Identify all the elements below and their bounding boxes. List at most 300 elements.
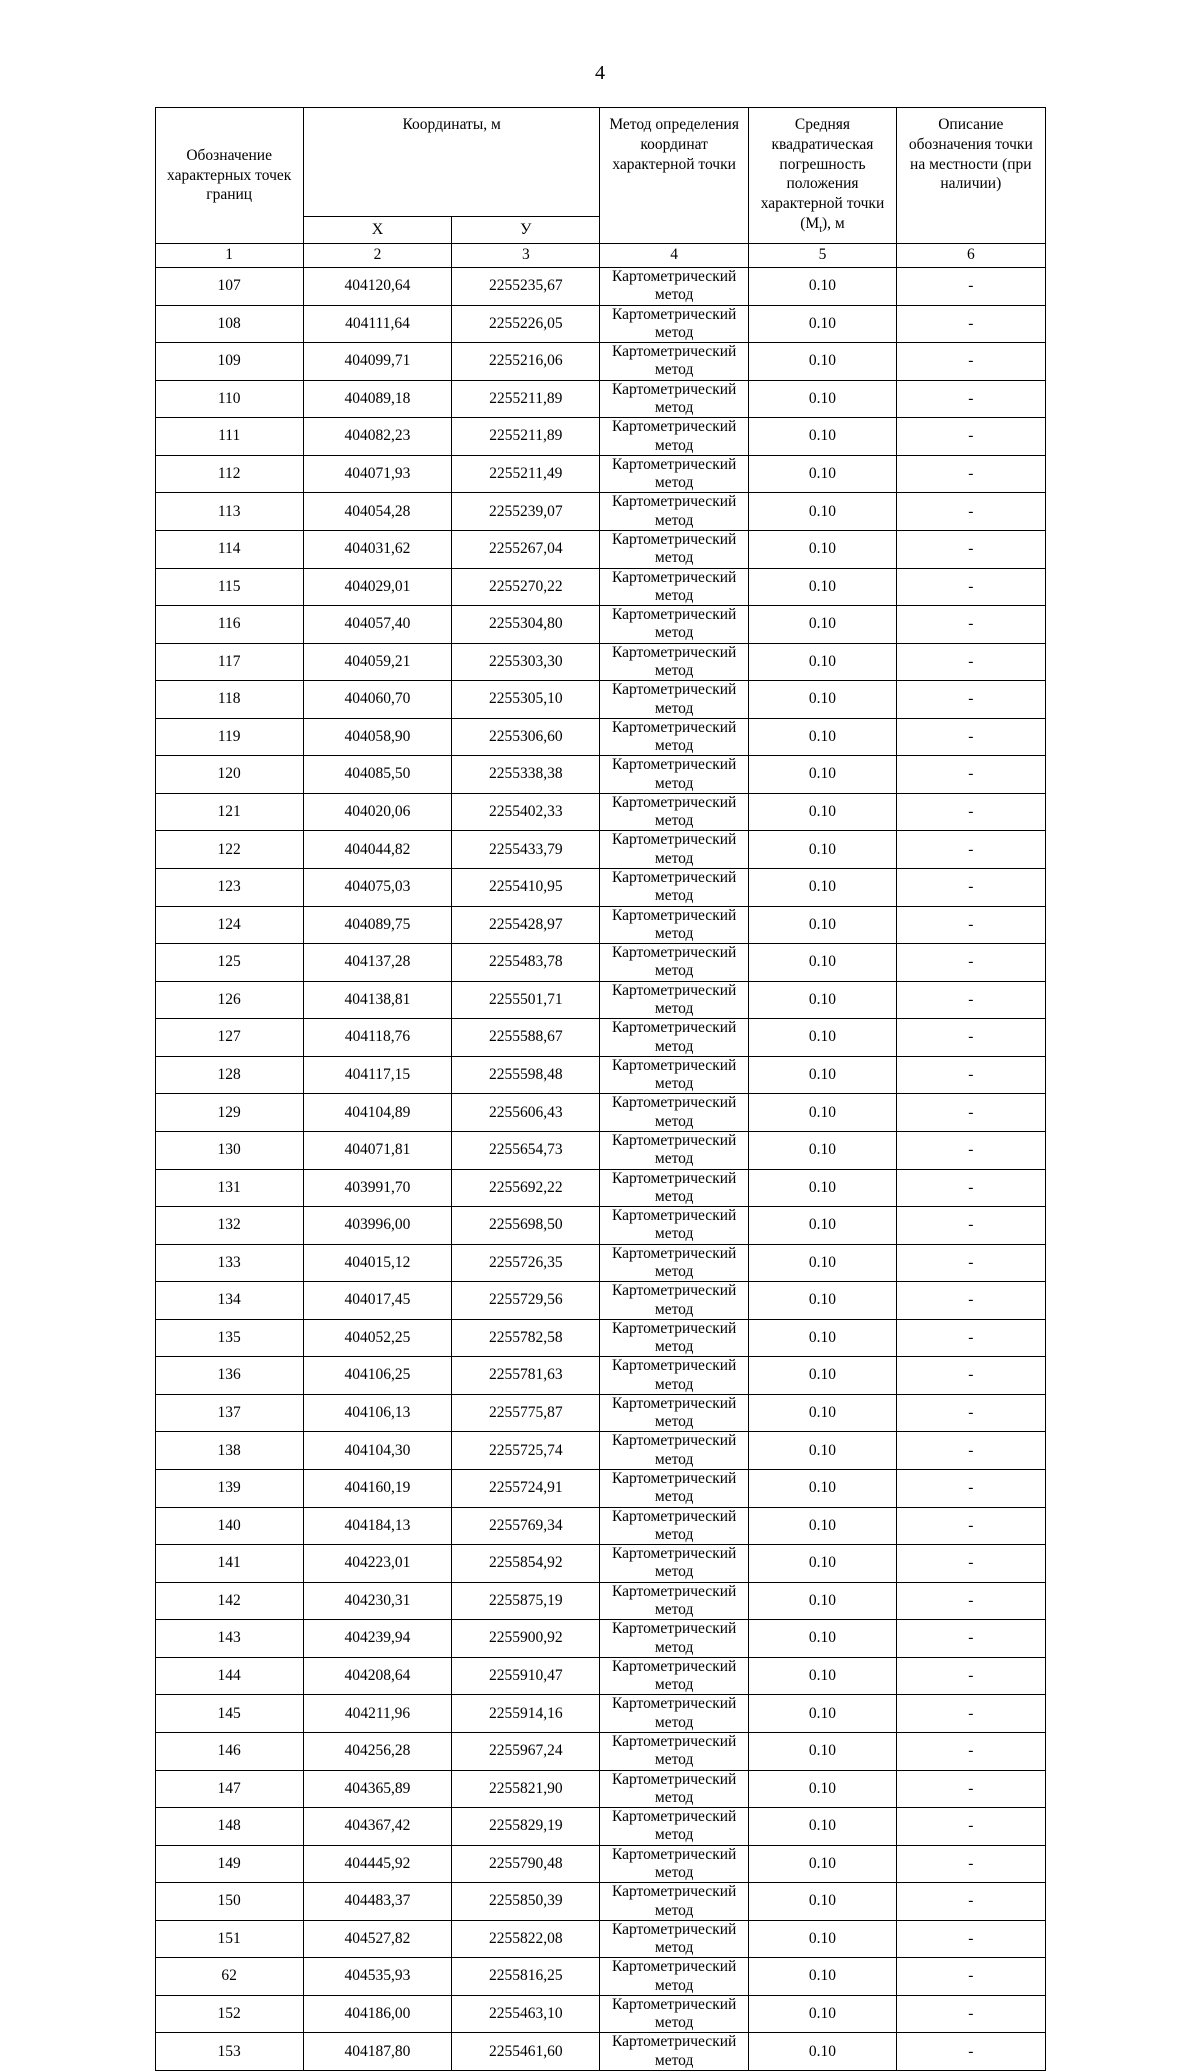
table-row — [155, 1695, 1045, 1733]
cell-method: Картометрический метод — [600, 718, 748, 756]
table-row — [155, 1056, 1045, 1094]
table-row — [155, 1470, 1045, 1508]
table-row — [155, 1507, 1045, 1545]
table-row — [155, 831, 1045, 869]
column-number-1: 1 — [155, 244, 303, 268]
table-row — [155, 1920, 1045, 1958]
coordinates-table-wrapper — [155, 107, 1046, 2071]
cell-point-number: 62 — [155, 1958, 303, 1996]
cell-point-number: 151 — [155, 1920, 303, 1958]
table-row — [155, 643, 1045, 681]
cell-coordinate-x: 404085,50 — [303, 756, 451, 794]
cell-coordinate-x: 404111,64 — [303, 305, 451, 343]
table-row — [155, 343, 1045, 381]
cell-coordinate-y: 2255306,60 — [452, 718, 600, 756]
cell-point-number: 113 — [155, 493, 303, 531]
cell-mt: 0.10 — [748, 1507, 896, 1545]
cell-mt: 0.10 — [748, 1056, 896, 1094]
cell-mt: 0.10 — [748, 1094, 896, 1132]
cell-mt: 0.10 — [748, 756, 896, 794]
cell-coordinate-x: 403996,00 — [303, 1207, 451, 1245]
cell-point-number: 148 — [155, 1808, 303, 1846]
cell-mt: 0.10 — [748, 1207, 896, 1245]
cell-coordinate-x: 404089,18 — [303, 380, 451, 418]
cell-method: Картометрический метод — [600, 681, 748, 719]
table-row — [155, 718, 1045, 756]
cell-description: - — [897, 1394, 1045, 1432]
cell-description: - — [897, 906, 1045, 944]
cell-coordinate-y: 2255338,38 — [452, 756, 600, 794]
cell-method: Картометрический метод — [600, 981, 748, 1019]
cell-description: - — [897, 606, 1045, 644]
cell-mt: 0.10 — [748, 681, 896, 719]
cell-point-number: 110 — [155, 380, 303, 418]
cell-method: Картометрический метод — [600, 380, 748, 418]
cell-method: Картометрический метод — [600, 1357, 748, 1395]
cell-method: Картометрический метод — [600, 1056, 748, 1094]
cell-description: - — [897, 493, 1045, 531]
cell-coordinate-x: 404089,75 — [303, 906, 451, 944]
cell-mt: 0.10 — [748, 1282, 896, 1320]
cell-coordinate-y: 2255850,39 — [452, 1883, 600, 1921]
cell-coordinate-x: 404020,06 — [303, 793, 451, 831]
table-header — [155, 108, 1045, 268]
table-row — [155, 681, 1045, 719]
header-mse-line-3: погрешность — [779, 155, 866, 173]
cell-description: - — [897, 1244, 1045, 1282]
cell-method: Картометрический метод — [600, 831, 748, 869]
cell-coordinate-y: 2255967,24 — [452, 1732, 600, 1770]
coordinates-table — [155, 107, 1046, 2071]
cell-mt: 0.10 — [748, 1319, 896, 1357]
cell-mt: 0.10 — [748, 268, 896, 306]
cell-mt: 0.10 — [748, 1131, 896, 1169]
cell-coordinate-x: 404106,25 — [303, 1357, 451, 1395]
cell-mt: 0.10 — [748, 1695, 896, 1733]
cell-point-number: 129 — [155, 1094, 303, 1132]
cell-point-number: 114 — [155, 530, 303, 568]
cell-method: Картометрический метод — [600, 1094, 748, 1132]
header-row-column-numbers — [155, 244, 1045, 268]
table-row — [155, 869, 1045, 907]
cell-mt: 0.10 — [748, 305, 896, 343]
cell-method: Картометрический метод — [600, 1657, 748, 1695]
header-description: Описание обозначения точки на местности (при наличии) — [897, 108, 1045, 244]
cell-point-number: 142 — [155, 1582, 303, 1620]
cell-method: Картометрический метод — [600, 906, 748, 944]
cell-coordinate-y: 2255461,60 — [452, 2033, 600, 2071]
cell-description: - — [897, 1770, 1045, 1808]
cell-method: Картометрический метод — [600, 493, 748, 531]
cell-point-number: 122 — [155, 831, 303, 869]
cell-description: - — [897, 1207, 1045, 1245]
cell-mt: 0.10 — [748, 455, 896, 493]
cell-description: - — [897, 305, 1045, 343]
cell-mt: 0.10 — [748, 793, 896, 831]
cell-description: - — [897, 418, 1045, 456]
cell-coordinate-y: 2255483,78 — [452, 944, 600, 982]
cell-coordinate-y: 2255606,43 — [452, 1094, 600, 1132]
cell-point-number: 121 — [155, 793, 303, 831]
cell-mt: 0.10 — [748, 1732, 896, 1770]
cell-coordinate-y: 2255875,19 — [452, 1582, 600, 1620]
cell-coordinate-y: 2255305,10 — [452, 681, 600, 719]
cell-mt: 0.10 — [748, 643, 896, 681]
table-row — [155, 1657, 1045, 1695]
cell-method: Картометрический метод — [600, 343, 748, 381]
cell-point-number: 117 — [155, 643, 303, 681]
cell-method: Картометрический метод — [600, 1545, 748, 1583]
cell-method: Картометрический метод — [600, 1695, 748, 1733]
header-mse-line-6: $(M_t)$, м — [800, 215, 845, 236]
cell-method: Картометрический метод — [600, 1620, 748, 1658]
cell-point-number: 137 — [155, 1394, 303, 1432]
table-row — [155, 1432, 1045, 1470]
cell-method: Картометрический метод — [600, 1507, 748, 1545]
cell-description: - — [897, 1470, 1045, 1508]
cell-point-number: 132 — [155, 1207, 303, 1245]
table-row — [155, 1394, 1045, 1432]
cell-point-number: 147 — [155, 1770, 303, 1808]
cell-method: Картометрический метод — [600, 606, 748, 644]
cell-method: Картометрический метод — [600, 1883, 748, 1921]
header-mse-line-2: квадратическая — [771, 135, 874, 153]
table-row — [155, 1207, 1045, 1245]
cell-description: - — [897, 1958, 1045, 1996]
cell-coordinate-y: 2255216,06 — [452, 343, 600, 381]
cell-method: Картометрический метод — [600, 1732, 748, 1770]
cell-method: Картометрический метод — [600, 268, 748, 306]
header-mse-line-5: характерной точки — [760, 195, 885, 213]
cell-point-number: 118 — [155, 681, 303, 719]
cell-coordinate-x: 404535,93 — [303, 1958, 451, 1996]
table-row — [155, 568, 1045, 606]
cell-coordinate-y: 2255914,16 — [452, 1695, 600, 1733]
cell-method: Картометрический метод — [600, 1282, 748, 1320]
cell-description: - — [897, 1620, 1045, 1658]
cell-description: - — [897, 944, 1045, 982]
cell-point-number: 131 — [155, 1169, 303, 1207]
cell-coordinate-y: 2255211,89 — [452, 380, 600, 418]
cell-point-number: 146 — [155, 1732, 303, 1770]
cell-coordinate-y: 2255725,74 — [452, 1432, 600, 1470]
cell-mt: 0.10 — [748, 1545, 896, 1583]
cell-coordinate-y: 2255428,97 — [452, 906, 600, 944]
cell-description: - — [897, 1056, 1045, 1094]
cell-point-number: 136 — [155, 1357, 303, 1395]
cell-point-number: 123 — [155, 869, 303, 907]
cell-mt: 0.10 — [748, 530, 896, 568]
cell-method: Картометрический метод — [600, 1131, 748, 1169]
cell-description: - — [897, 2033, 1045, 2071]
cell-point-number: 130 — [155, 1131, 303, 1169]
cell-description: - — [897, 1019, 1045, 1057]
cell-mt: 0.10 — [748, 568, 896, 606]
cell-coordinate-y: 2255235,67 — [452, 268, 600, 306]
cell-coordinate-x: 404017,45 — [303, 1282, 451, 1320]
cell-description: - — [897, 380, 1045, 418]
cell-coordinate-y: 2255226,05 — [452, 305, 600, 343]
cell-point-number: 116 — [155, 606, 303, 644]
cell-coordinate-y: 2255726,35 — [452, 1244, 600, 1282]
cell-description: - — [897, 343, 1045, 381]
cell-description: - — [897, 455, 1045, 493]
cell-coordinate-x: 404118,76 — [303, 1019, 451, 1057]
cell-mt: 0.10 — [748, 493, 896, 531]
cell-point-number: 144 — [155, 1657, 303, 1695]
cell-point-number: 135 — [155, 1319, 303, 1357]
cell-point-number: 126 — [155, 981, 303, 1019]
cell-description: - — [897, 1131, 1045, 1169]
cell-coordinate-x: 404365,89 — [303, 1770, 451, 1808]
cell-method: Картометрический метод — [600, 1920, 748, 1958]
cell-coordinate-x: 404367,42 — [303, 1808, 451, 1846]
cell-coordinate-y: 2255463,10 — [452, 1995, 600, 2033]
table-row — [155, 1995, 1045, 2033]
cell-mt: 0.10 — [748, 1657, 896, 1695]
cell-coordinate-x: 404187,80 — [303, 2033, 451, 2071]
cell-coordinate-y: 2255304,80 — [452, 606, 600, 644]
table-body — [155, 268, 1045, 2071]
header-mse-line-4: положения — [786, 175, 859, 193]
cell-coordinate-x: 404071,93 — [303, 455, 451, 493]
cell-mt: 0.10 — [748, 1808, 896, 1846]
cell-coordinate-x: 404099,71 — [303, 343, 451, 381]
cell-description: - — [897, 1808, 1045, 1846]
cell-method: Картометрический метод — [600, 756, 748, 794]
cell-coordinate-y: 2255782,58 — [452, 1319, 600, 1357]
table-row — [155, 380, 1045, 418]
cell-method: Картометрический метод — [600, 418, 748, 456]
cell-coordinate-x: 404211,96 — [303, 1695, 451, 1733]
cell-mt: 0.10 — [748, 831, 896, 869]
cell-coordinate-x: 404031,62 — [303, 530, 451, 568]
cell-coordinate-y: 2255211,89 — [452, 418, 600, 456]
cell-coordinate-y: 2255822,08 — [452, 1920, 600, 1958]
cell-coordinate-x: 404117,15 — [303, 1056, 451, 1094]
cell-coordinate-x: 404052,25 — [303, 1319, 451, 1357]
cell-point-number: 125 — [155, 944, 303, 982]
table-row — [155, 1319, 1045, 1357]
table-row — [155, 1620, 1045, 1658]
cell-method: Картометрический метод — [600, 1169, 748, 1207]
table-row — [155, 1845, 1045, 1883]
table-row — [155, 606, 1045, 644]
cell-point-number: 119 — [155, 718, 303, 756]
cell-description: - — [897, 643, 1045, 681]
table-row — [155, 1732, 1045, 1770]
cell-point-number: 139 — [155, 1470, 303, 1508]
table-row — [155, 455, 1045, 493]
cell-coordinate-x: 404256,28 — [303, 1732, 451, 1770]
header-coordinate-x: X — [303, 217, 451, 244]
header-point-designation: Обозначение характерных точек границ — [155, 108, 303, 244]
cell-point-number: 143 — [155, 1620, 303, 1658]
cell-point-number: 120 — [155, 756, 303, 794]
cell-coordinate-y: 2255239,07 — [452, 493, 600, 531]
cell-description: - — [897, 1845, 1045, 1883]
cell-coordinate-y: 2255724,91 — [452, 1470, 600, 1508]
cell-description: - — [897, 869, 1045, 907]
cell-coordinate-y: 2255270,22 — [452, 568, 600, 606]
cell-mt: 0.10 — [748, 1357, 896, 1395]
cell-method: Картометрический метод — [600, 1845, 748, 1883]
cell-description: - — [897, 1357, 1045, 1395]
header-mse-line-1: Средняя — [794, 116, 851, 133]
cell-method: Картометрический метод — [600, 1470, 748, 1508]
page-number: 4 — [595, 62, 605, 84]
cell-description: - — [897, 1920, 1045, 1958]
cell-point-number: 109 — [155, 343, 303, 381]
column-number-4: 4 — [600, 244, 748, 268]
cell-coordinate-y: 2255854,92 — [452, 1545, 600, 1583]
table-row — [155, 418, 1045, 456]
cell-method: Картометрический метод — [600, 2033, 748, 2071]
table-row — [155, 1282, 1045, 1320]
cell-point-number: 108 — [155, 305, 303, 343]
table-row — [155, 1808, 1045, 1846]
cell-mt: 0.10 — [748, 1995, 896, 2033]
cell-point-number: 127 — [155, 1019, 303, 1057]
header-method: Метод определения координат характерной точки — [600, 108, 748, 244]
cell-point-number: 133 — [155, 1244, 303, 1282]
cell-coordinate-y: 2255775,87 — [452, 1394, 600, 1432]
cell-mt: 0.10 — [748, 418, 896, 456]
cell-description: - — [897, 756, 1045, 794]
cell-description: - — [897, 831, 1045, 869]
cell-point-number: 111 — [155, 418, 303, 456]
table-row — [155, 530, 1045, 568]
table-row — [155, 1169, 1045, 1207]
cell-mt: 0.10 — [748, 606, 896, 644]
header-coordinate-y: У — [452, 217, 600, 244]
cell-mt: 0.10 — [748, 1620, 896, 1658]
cell-point-number: 107 — [155, 268, 303, 306]
cell-method: Картометрический метод — [600, 1995, 748, 2033]
cell-mt: 0.10 — [748, 1582, 896, 1620]
table-row — [155, 305, 1045, 343]
cell-coordinate-y: 2255910,47 — [452, 1657, 600, 1695]
cell-coordinate-x: 404044,82 — [303, 831, 451, 869]
cell-method: Картометрический метод — [600, 1432, 748, 1470]
cell-method: Картометрический метод — [600, 1319, 748, 1357]
cell-coordinate-x: 404071,81 — [303, 1131, 451, 1169]
table-row — [155, 756, 1045, 794]
table-row — [155, 493, 1045, 531]
cell-coordinate-x: 403991,70 — [303, 1169, 451, 1207]
cell-coordinate-y: 2255821,90 — [452, 1770, 600, 1808]
cell-mt: 0.10 — [748, 1169, 896, 1207]
table-row — [155, 1545, 1045, 1583]
cell-description: - — [897, 1319, 1045, 1357]
cell-coordinate-x: 404137,28 — [303, 944, 451, 982]
cell-method: Картометрический метод — [600, 1770, 748, 1808]
cell-mt: 0.10 — [748, 944, 896, 982]
cell-description: - — [897, 1432, 1045, 1470]
cell-point-number: 149 — [155, 1845, 303, 1883]
cell-method: Картометрический метод — [600, 1019, 748, 1057]
table-row — [155, 981, 1045, 1019]
cell-mt: 0.10 — [748, 1845, 896, 1883]
cell-point-number: 152 — [155, 1995, 303, 2033]
cell-coordinate-y: 2255410,95 — [452, 869, 600, 907]
cell-mt: 0.10 — [748, 343, 896, 381]
cell-method: Картометрический метод — [600, 643, 748, 681]
cell-coordinate-x: 404184,13 — [303, 1507, 451, 1545]
cell-method: Картометрический метод — [600, 944, 748, 982]
cell-point-number: 128 — [155, 1056, 303, 1094]
cell-coordinate-x: 404015,12 — [303, 1244, 451, 1282]
cell-description: - — [897, 981, 1045, 1019]
cell-description: - — [897, 1545, 1045, 1583]
cell-method: Картометрический метод — [600, 1808, 748, 1846]
cell-mt: 0.10 — [748, 1019, 896, 1057]
cell-mt: 0.10 — [748, 2033, 896, 2071]
cell-method: Картометрический метод — [600, 1394, 748, 1432]
cell-coordinate-y: 2255267,04 — [452, 530, 600, 568]
table-row — [155, 2033, 1045, 2071]
cell-coordinate-x: 404058,90 — [303, 718, 451, 756]
cell-point-number: 150 — [155, 1883, 303, 1921]
column-number-6: 6 — [897, 244, 1045, 268]
cell-mt: 0.10 — [748, 1244, 896, 1282]
cell-coordinate-x: 404057,40 — [303, 606, 451, 644]
cell-coordinate-y: 2255790,48 — [452, 1845, 600, 1883]
cell-coordinate-y: 2255769,34 — [452, 1507, 600, 1545]
column-number-5: 5 — [748, 244, 896, 268]
cell-coordinate-x: 404082,23 — [303, 418, 451, 456]
cell-method: Картометрический метод — [600, 1582, 748, 1620]
table-row — [155, 906, 1045, 944]
table-row — [155, 1770, 1045, 1808]
cell-method: Картометрический метод — [600, 530, 748, 568]
table-row — [155, 1131, 1045, 1169]
cell-description: - — [897, 793, 1045, 831]
header-mean-square-error — [748, 108, 896, 244]
cell-coordinate-x: 404239,94 — [303, 1620, 451, 1658]
cell-coordinate-x: 404208,64 — [303, 1657, 451, 1695]
cell-description: - — [897, 1657, 1045, 1695]
cell-coordinate-x: 404223,01 — [303, 1545, 451, 1583]
cell-mt: 0.10 — [748, 1470, 896, 1508]
table-row — [155, 793, 1045, 831]
cell-coordinate-y: 2255729,56 — [452, 1282, 600, 1320]
cell-coordinate-y: 2255829,19 — [452, 1808, 600, 1846]
cell-coordinate-y: 2255303,30 — [452, 643, 600, 681]
cell-coordinate-y: 2255501,71 — [452, 981, 600, 1019]
cell-point-number: 115 — [155, 568, 303, 606]
cell-description: - — [897, 1995, 1045, 2033]
cell-coordinate-y: 2255654,73 — [452, 1131, 600, 1169]
table-row — [155, 1958, 1045, 1996]
cell-mt: 0.10 — [748, 981, 896, 1019]
cell-coordinate-x: 404106,13 — [303, 1394, 451, 1432]
cell-point-number: 134 — [155, 1282, 303, 1320]
table-row — [155, 268, 1045, 306]
cell-coordinate-y: 2255588,67 — [452, 1019, 600, 1057]
cell-coordinate-y: 2255433,79 — [452, 831, 600, 869]
cell-mt: 0.10 — [748, 1920, 896, 1958]
table-row — [155, 1357, 1045, 1395]
cell-description: - — [897, 268, 1045, 306]
cell-description: - — [897, 1883, 1045, 1921]
cell-method: Картометрический метод — [600, 1958, 748, 1996]
cell-mt: 0.10 — [748, 906, 896, 944]
cell-coordinate-y: 2255698,50 — [452, 1207, 600, 1245]
cell-point-number: 124 — [155, 906, 303, 944]
cell-description: - — [897, 1695, 1045, 1733]
cell-description: - — [897, 1507, 1045, 1545]
